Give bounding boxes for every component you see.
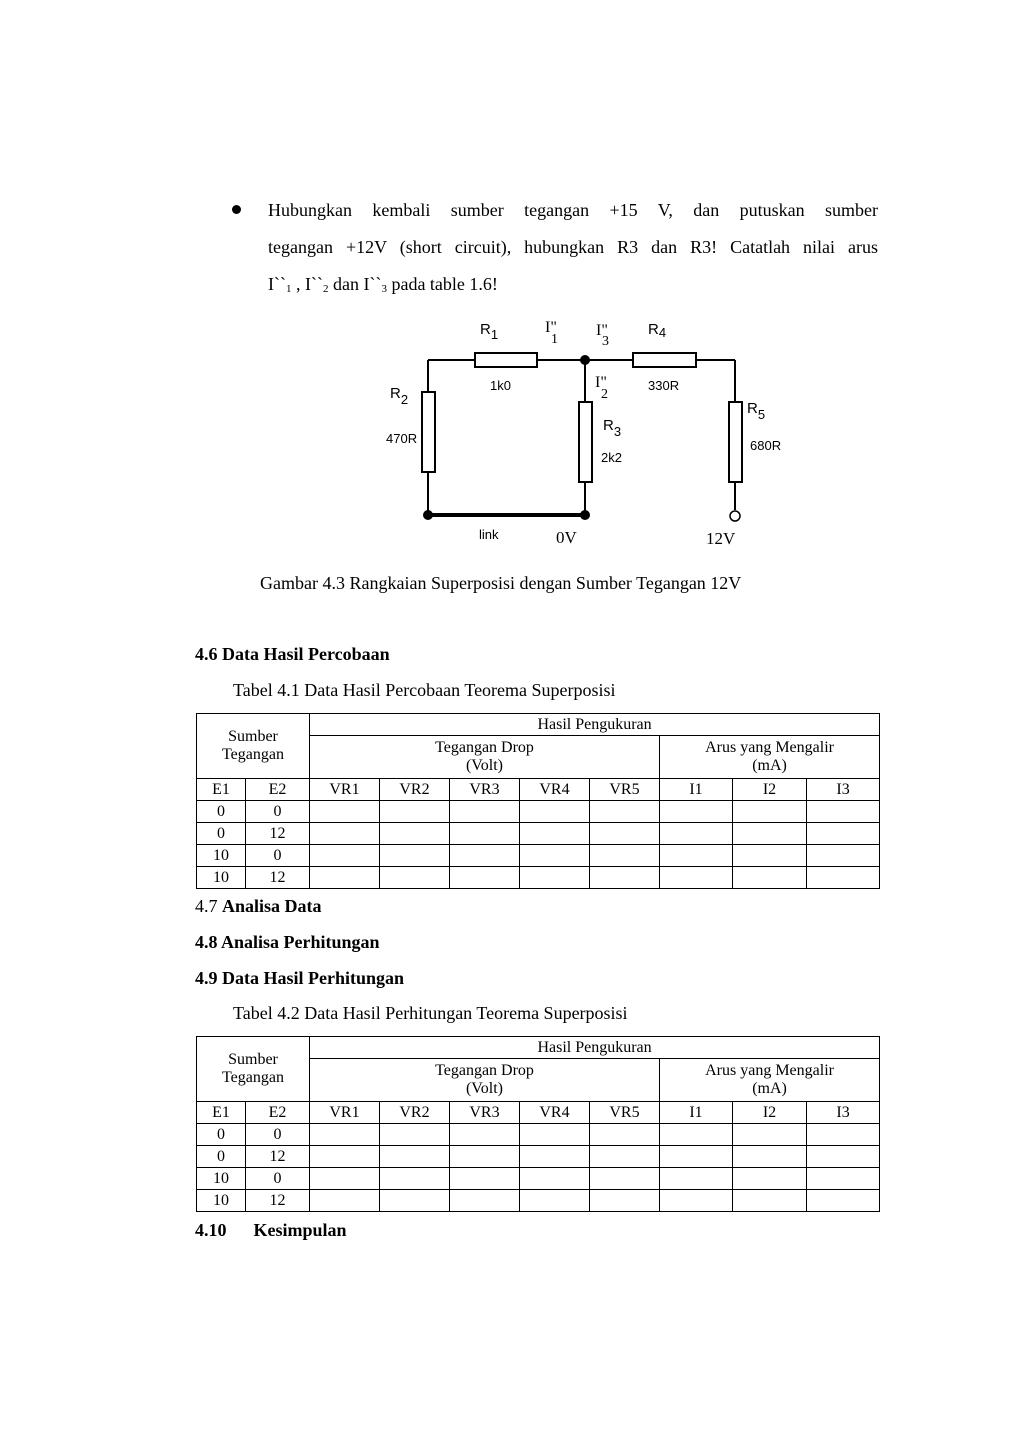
col-header: I3 <box>807 1102 880 1124</box>
table-row <box>197 801 880 823</box>
section-heading-4-8: 4.8 Analisa Perhitungan <box>195 932 380 952</box>
e2-cell: 0 <box>246 1168 310 1190</box>
r5-value: 680R <box>750 438 782 453</box>
e1-cell: 0 <box>197 1146 246 1168</box>
i1-label: I" 1 <box>545 319 558 347</box>
empty-cell <box>380 845 450 867</box>
empty-cell <box>660 867 733 889</box>
e1-cell: 0 <box>197 1124 246 1146</box>
figure-caption: Gambar 4.3 Rangkaian Superposisi dengan Sumber Tegangan 12V <box>260 573 742 593</box>
e2-cell: 12 <box>246 1190 310 1212</box>
r2-value: 470R <box>386 431 418 446</box>
empty-cell <box>807 1168 880 1190</box>
empty-cell <box>733 801 807 823</box>
resistor-r5 <box>729 402 742 482</box>
empty-cell <box>660 845 733 867</box>
empty-cell <box>520 867 590 889</box>
empty-cell <box>590 1190 660 1212</box>
col-header: VR1 <box>310 1102 380 1124</box>
calculation-data-table <box>196 1036 880 1212</box>
section-heading-4-7: 4.7 Analisa Data <box>195 896 322 916</box>
header-voltage-drop: Tegangan Drop (Volt) <box>310 1059 660 1102</box>
header-current: Arus yang Mengalir (mA) <box>660 1059 880 1102</box>
empty-cell <box>520 1190 590 1212</box>
link-label: link <box>479 527 499 542</box>
table-row <box>197 1190 880 1212</box>
e2-cell: 12 <box>246 1146 310 1168</box>
header-voltage-source: Sumber Tegangan <box>197 1037 310 1102</box>
e2-cell: 0 <box>246 1124 310 1146</box>
r1-value: 1k0 <box>490 378 511 393</box>
empty-cell <box>660 1168 733 1190</box>
e1-cell: 10 <box>197 1190 246 1212</box>
node-bottom-left <box>423 510 433 520</box>
empty-cell <box>380 1190 450 1212</box>
node-bottom-right <box>580 510 590 520</box>
col-header: I1 <box>660 1102 733 1124</box>
empty-cell <box>590 801 660 823</box>
i3-label: I" 3 <box>596 322 609 349</box>
col-header: VR4 <box>520 1102 590 1124</box>
header-measurement: Hasil Pengukuran <box>310 1037 880 1059</box>
experiment-data-table <box>196 713 880 889</box>
e1-cell: 0 <box>197 823 246 845</box>
empty-cell <box>520 1124 590 1146</box>
empty-cell <box>450 1146 520 1168</box>
empty-cell <box>380 1168 450 1190</box>
header-current: Arus yang Mengalir (mA) <box>660 736 880 779</box>
empty-cell <box>520 823 590 845</box>
e1-cell: 10 <box>197 845 246 867</box>
table-row <box>197 1168 880 1190</box>
header-voltage-source: Sumber Tegangan <box>197 714 310 779</box>
col-header: E2 <box>246 1102 310 1124</box>
empty-cell <box>450 845 520 867</box>
col-header: VR1 <box>310 779 380 801</box>
empty-cell <box>807 801 880 823</box>
instruction-line-2: tegangan +12V (short circuit), hubungkan R3 dan R3! Catatlah nilai arus <box>268 237 878 257</box>
resistor-r2 <box>422 392 435 472</box>
col-header: VR2 <box>380 779 450 801</box>
empty-cell <box>807 845 880 867</box>
empty-cell <box>520 1146 590 1168</box>
r4-label: R4 <box>648 321 667 340</box>
empty-cell <box>590 867 660 889</box>
empty-cell <box>310 801 380 823</box>
empty-cell <box>310 1190 380 1212</box>
empty-cell <box>660 1146 733 1168</box>
col-header: VR3 <box>450 1102 520 1124</box>
empty-cell <box>450 823 520 845</box>
empty-cell <box>590 1124 660 1146</box>
empty-cell <box>310 1146 380 1168</box>
empty-cell <box>450 801 520 823</box>
r3-label: R3 <box>603 417 622 439</box>
r2-label: R2 <box>390 385 409 407</box>
table-1-caption: Tabel 4.1 Data Hasil Percobaan Teorema Superposisi <box>233 680 616 700</box>
empty-cell <box>520 801 590 823</box>
empty-cell <box>733 823 807 845</box>
col-header: I1 <box>660 779 733 801</box>
empty-cell <box>450 1124 520 1146</box>
empty-cell <box>660 823 733 845</box>
resistor-r4 <box>633 353 696 367</box>
empty-cell <box>450 1190 520 1212</box>
superposition-circuit-diagram <box>380 310 800 555</box>
empty-cell <box>733 845 807 867</box>
empty-cell <box>520 1168 590 1190</box>
empty-cell <box>733 1168 807 1190</box>
i2-label: I" 2 <box>595 374 608 402</box>
table-row <box>197 1146 880 1168</box>
r4-value: 330R <box>648 378 680 393</box>
e2-cell: 12 <box>246 823 310 845</box>
empty-cell <box>807 1146 880 1168</box>
empty-cell <box>733 1190 807 1212</box>
empty-cell <box>380 801 450 823</box>
section-heading-4-6: 4.6 Data Hasil Percobaan <box>195 644 390 664</box>
empty-cell <box>380 823 450 845</box>
empty-cell <box>660 1124 733 1146</box>
table-row <box>197 1124 880 1146</box>
empty-cell <box>310 1124 380 1146</box>
empty-cell <box>590 845 660 867</box>
e1-cell: 0 <box>197 801 246 823</box>
bullet-icon <box>232 205 241 214</box>
instruction-line-1: Hubungkan kembali sumber tegangan +15 V, dan putuskan sumber <box>268 200 878 220</box>
e1-cell: 10 <box>197 867 246 889</box>
col-header: E2 <box>246 779 310 801</box>
resistor-r1 <box>475 353 537 367</box>
empty-cell <box>380 867 450 889</box>
empty-cell <box>807 1190 880 1212</box>
empty-cell <box>733 1146 807 1168</box>
empty-cell <box>807 823 880 845</box>
col-header: I2 <box>733 779 807 801</box>
empty-cell <box>807 1124 880 1146</box>
resistor-r3 <box>579 402 592 482</box>
col-header: E1 <box>197 779 246 801</box>
empty-cell <box>310 1168 380 1190</box>
col-header: VR3 <box>450 779 520 801</box>
e2-cell: 12 <box>246 867 310 889</box>
empty-cell <box>380 1124 450 1146</box>
col-header: I2 <box>733 1102 807 1124</box>
empty-cell <box>660 1190 733 1212</box>
empty-cell <box>590 1146 660 1168</box>
empty-cell <box>520 845 590 867</box>
r3-value: 2k2 <box>601 450 622 465</box>
header-measurement: Hasil Pengukuran <box>310 714 880 736</box>
empty-cell <box>660 801 733 823</box>
table-row <box>197 867 880 889</box>
empty-cell <box>733 1124 807 1146</box>
empty-cell <box>310 867 380 889</box>
ground-label: 0V <box>556 528 577 547</box>
empty-cell <box>590 823 660 845</box>
table-2-caption: Tabel 4.2 Data Hasil Perhitungan Teorema Superposisi <box>233 1003 628 1023</box>
empty-cell <box>310 845 380 867</box>
terminal-12v <box>730 511 740 521</box>
e2-cell: 0 <box>246 845 310 867</box>
empty-cell <box>733 867 807 889</box>
col-header: VR4 <box>520 779 590 801</box>
r1-label: R1 <box>480 321 499 342</box>
instruction-line-3: $I``_1$ , $I``_2$ dan $I``_3$ pada table 1.6! <box>268 274 498 295</box>
r5-label: R5 <box>747 400 766 422</box>
empty-cell <box>807 867 880 889</box>
e2-cell: 0 <box>246 801 310 823</box>
node-top <box>580 355 590 365</box>
empty-cell <box>310 823 380 845</box>
col-header: VR2 <box>380 1102 450 1124</box>
supply-label: 12V <box>706 529 736 548</box>
col-header: VR5 <box>590 1102 660 1124</box>
col-header: E1 <box>197 1102 246 1124</box>
e1-cell: 10 <box>197 1168 246 1190</box>
table-row <box>197 845 880 867</box>
table-row <box>197 823 880 845</box>
empty-cell <box>590 1168 660 1190</box>
empty-cell <box>450 867 520 889</box>
col-header: I3 <box>807 779 880 801</box>
section-heading-4-9: 4.9 Data Hasil Perhitungan <box>195 968 405 988</box>
empty-cell <box>380 1146 450 1168</box>
col-header: VR5 <box>590 779 660 801</box>
section-heading-4-10: 4.10 Kesimpulan <box>195 1220 347 1240</box>
header-voltage-drop: Tegangan Drop (Volt) <box>310 736 660 779</box>
empty-cell <box>450 1168 520 1190</box>
